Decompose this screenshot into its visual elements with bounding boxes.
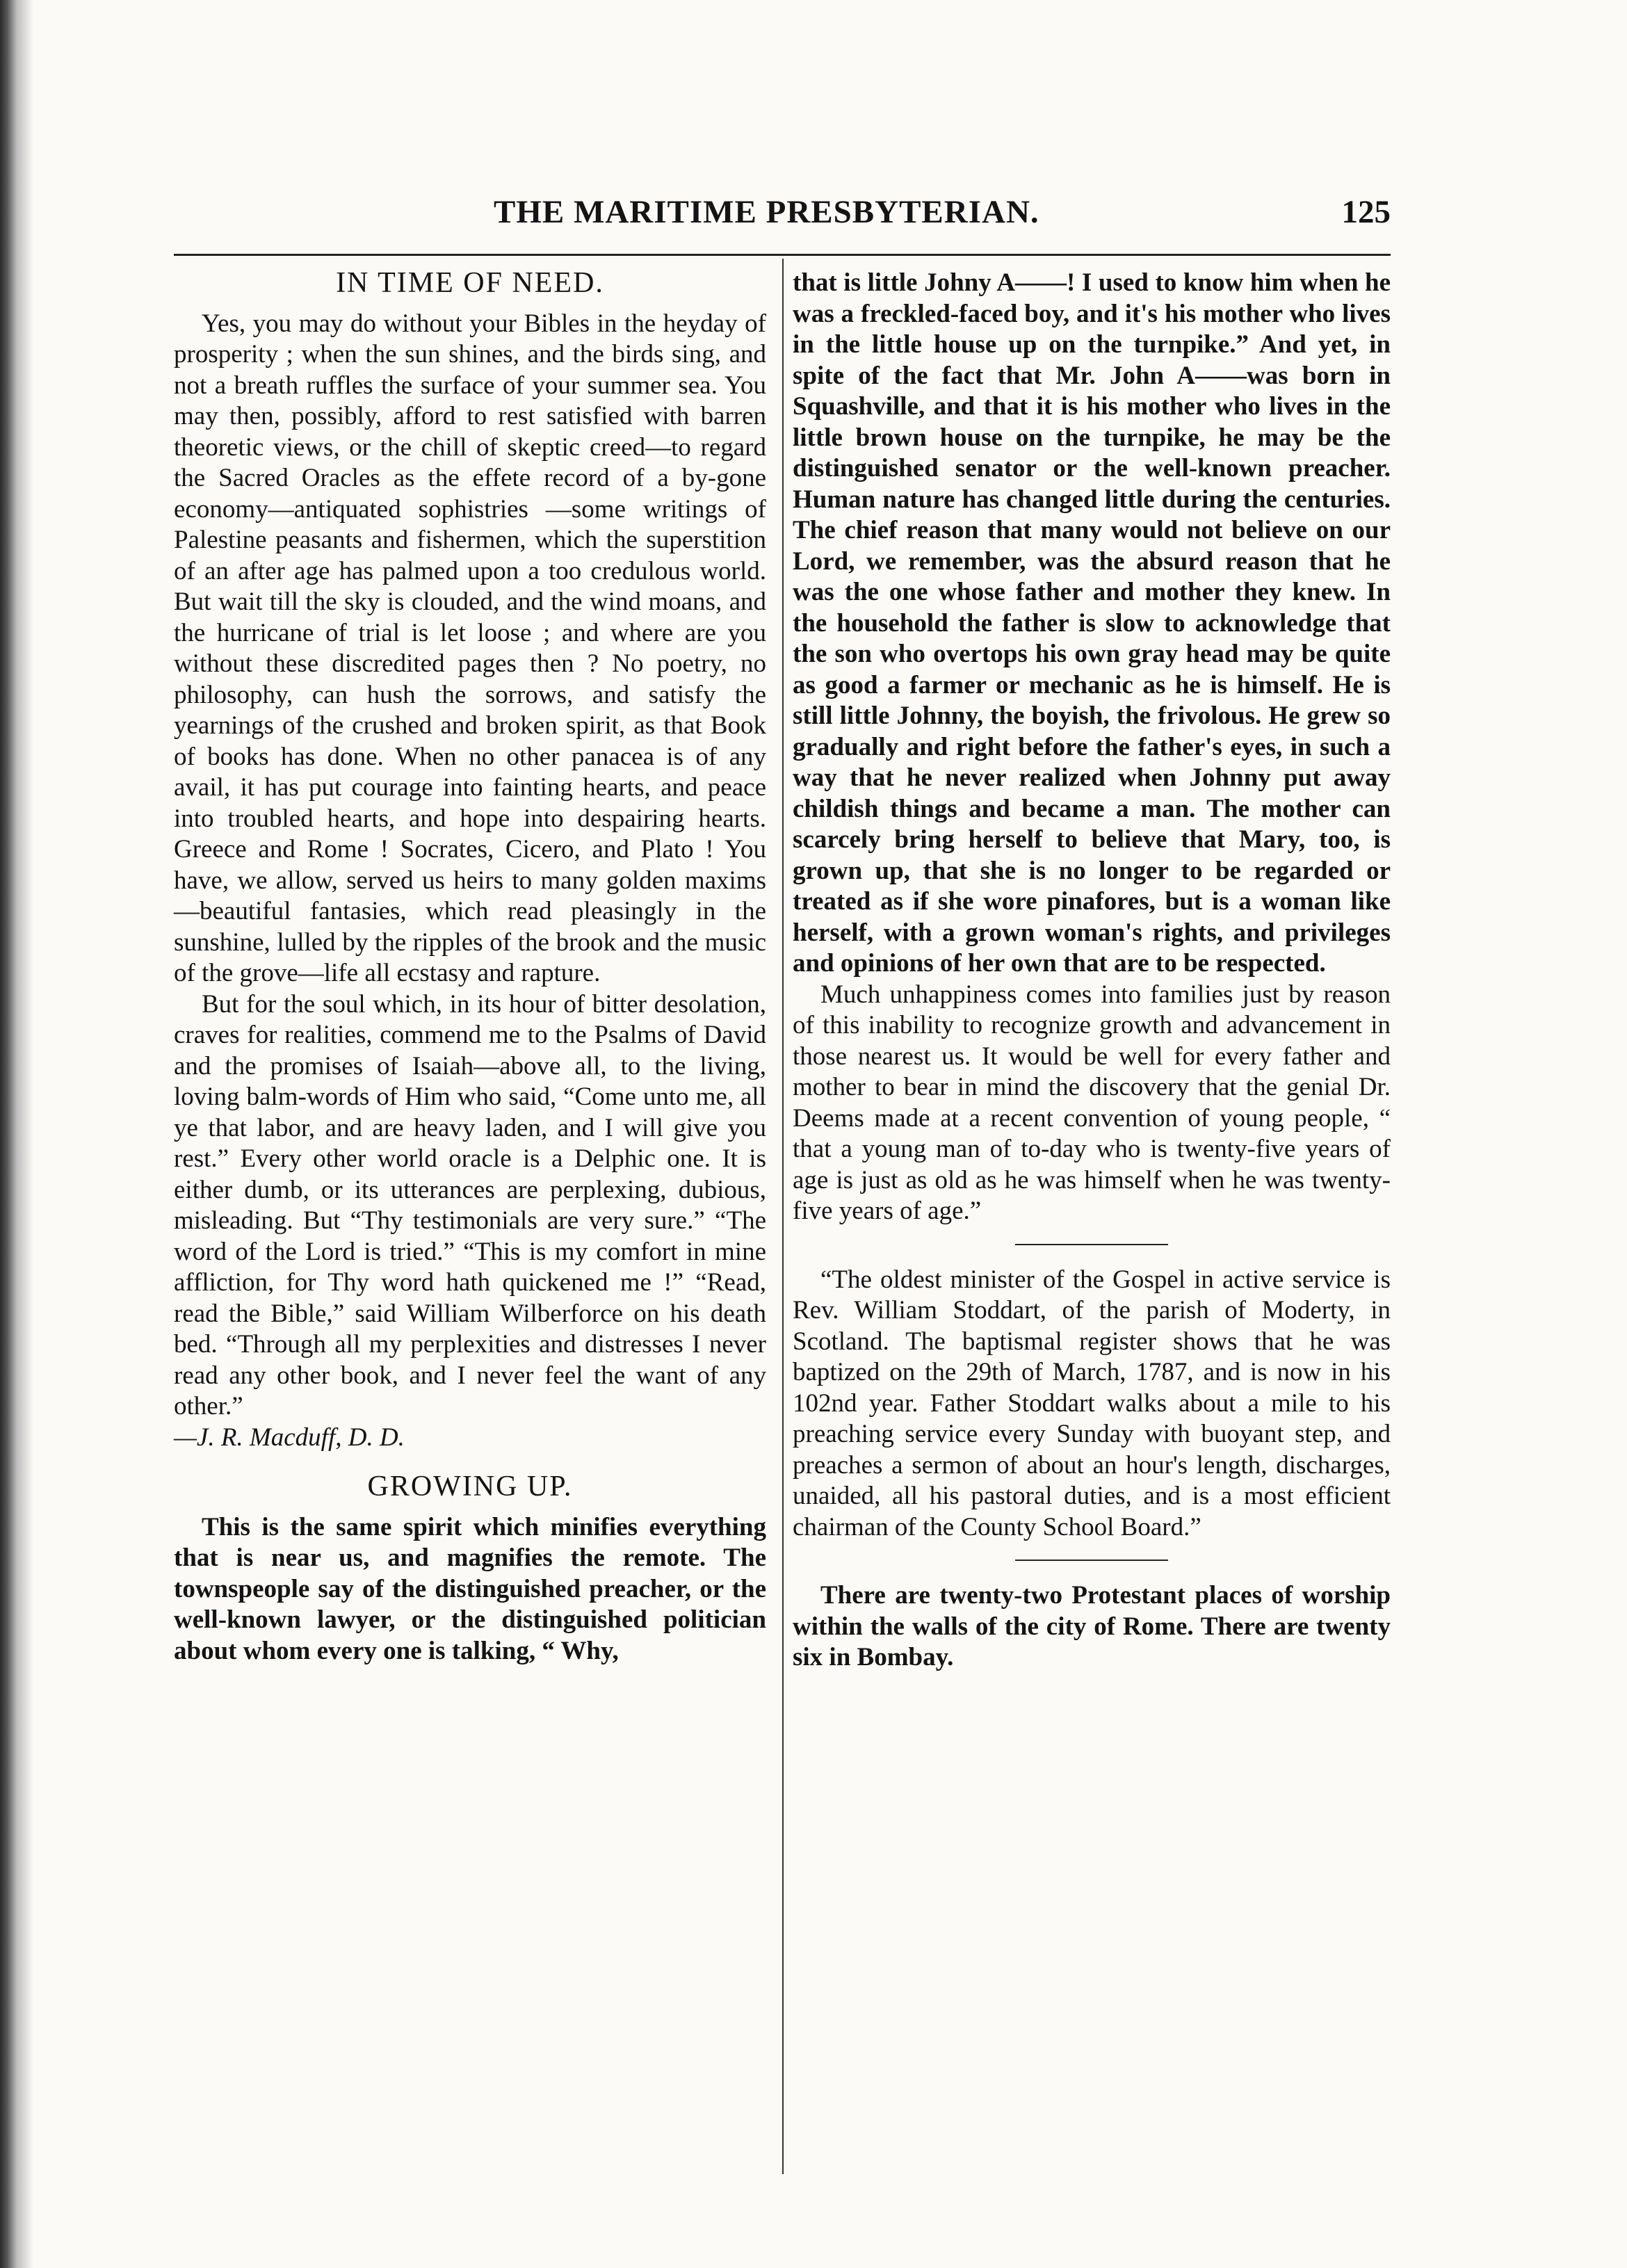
news-item-protestant-places: There are twenty-two Protestant places of worship within the walls of the city of Rome. There are twenty six in Bombay. — [793, 1581, 1391, 1671]
article-paragraph-continued: that is little Johny A——! I used to know him when he was a freckled-faced boy, and it's his mother who lives in the little house up on the turnpike.” And yet, in spite of the fact that Mr. John A——was born in Squashville, and that it is his mother who lives in the little brown house on the turnpike, he may be the distinguished senator or the well-known preacher. Human nature has changed little during the centuries. The chief reason that many would not believe on our Lord, we remember, was the absurd reason that he was the one whose father and mother they knew. In the household the father is slow to acknowledge that the son who overtops his own gray head may be quite as good a farmer or mechanic as he is himself. He is still little Johnny, the boyish, the frivolous. He grew so gradually and right before the father's eyes, in such a way that he never realized when Johnny put away childish things and became a man. The mother can scarcely bring herself to believe that Mary, too, is grown up, that she is no longer to be regarded or treated as if she wore pinafores, but is a woman like herself, with a grown woman's rights, and privileges and opinions of her own that are to be respected. — [793, 268, 1391, 978]
section-divider — [1015, 1560, 1168, 1561]
left-column — [174, 268, 766, 1667]
right-column — [793, 268, 1391, 1674]
header-rule — [174, 254, 1391, 256]
section-divider — [1015, 1244, 1168, 1245]
article-title-in-time-of-need: IN TIME OF NEED. — [336, 267, 604, 299]
article-paragraph: But for the soul which, in its hour of bitter desolation, craves for realities, commend me to the Psalms of David and the promises of Isaiah—above all, to the living, loving balm-words of Him who said, “Come unto me, all ye that labor, and are heavy laden, and I will give you rest.” Every other world oracle is a Delphic one. It is either dumb, or its utterances are perplexing, dubious, misleading. But “Thy testimonials are very sure.” “The word of the Lord is tried.” “This is my comfort in mine affliction, for Thy word hath quickened me !” “Read, read the Bible,” said William Wilberforce on his death bed. “Through all my perplexities and distresses I never read any other book, and I never feel the want of any other.” — [174, 989, 766, 1420]
news-item-oldest-minister: “The oldest minister of the Gospel in active service is Rev. William Stoddart, of the parish of Moderty, in Scotland. The baptismal register shows that he was baptized on the 29th of March, 1787, and is now in his 102nd year. Father Stoddart walks about a mile to his preaching service every Sunday with buoyant step, and preaches a sermon of about an hour's length, discharges, unaided, all his pastoral duties, and is a most efficient chairman of the County School Board.” — [793, 1265, 1391, 1541]
page-header — [250, 188, 1391, 243]
article-attribution: —J. R. Macduff, D. D. — [174, 1423, 405, 1452]
article-paragraph: Much unhappiness comes into families just by reason of this inability to recognize growth and advancement in those nearest us. It would be well for every father and mother to bear in mind the discovery that the genial Dr. Deems made at a recent convention of young people, “ that a young man of to-day who is twenty-five years of age is just as old as he was himself when he was twenty-five years of age.” — [793, 980, 1391, 1225]
column-divider — [782, 259, 784, 2174]
publication-title: THE MARITIME PRESBYTERIAN. — [494, 194, 1039, 230]
article-paragraph: This is the same spirit which minifies everything that is near us, and magnifies the remote. The townspeople say of the distinguished preacher, or the well-known lawyer, or the distinguished politician about whom every one is talking, “ Why, — [174, 1512, 766, 1665]
article-paragraph: Yes, you may do without your Bibles in the heyday of prosperity ; when the sun shines, and the birds sing, and not a breath ruffles the surface of your summer sea. You may then, possibly, afford to rest satisfied with barren theoretic views, or the chill of skeptic creed—to regard the Sacred Oracles as the effete record of a by-gone economy—antiquated sophistries —some writings of Palestine peasants and fishermen, which the superstition of an after age has palmed upon a too credulous world. But wait till the sky is clouded, and the wind moans, and the hurricane of trial is let loose ; and where are you without these discredited pages then ? No poetry, no philosophy, can hush the sorrows, and satisfy the yearnings of the crushed and broken spirit, as that Book of books has done. When no other panacea is of any avail, it has put courage into fainting hearts, and peace into troubled hearts, and hope into despairing hearts. Greece and Rome ! Socrates, Cicero, and Plato ! You have, we allow, served us heirs to many golden maxims—beautiful fantasies, which read pleasingly in the sunshine, lulled by the ripples of the brook and the music of the grove—life all ecstasy and rapture. — [174, 309, 766, 987]
page-number: 125 — [1341, 194, 1391, 230]
scan-binding-edge — [0, 0, 33, 2268]
article-title-growing-up: GROWING UP. — [367, 1471, 573, 1502]
